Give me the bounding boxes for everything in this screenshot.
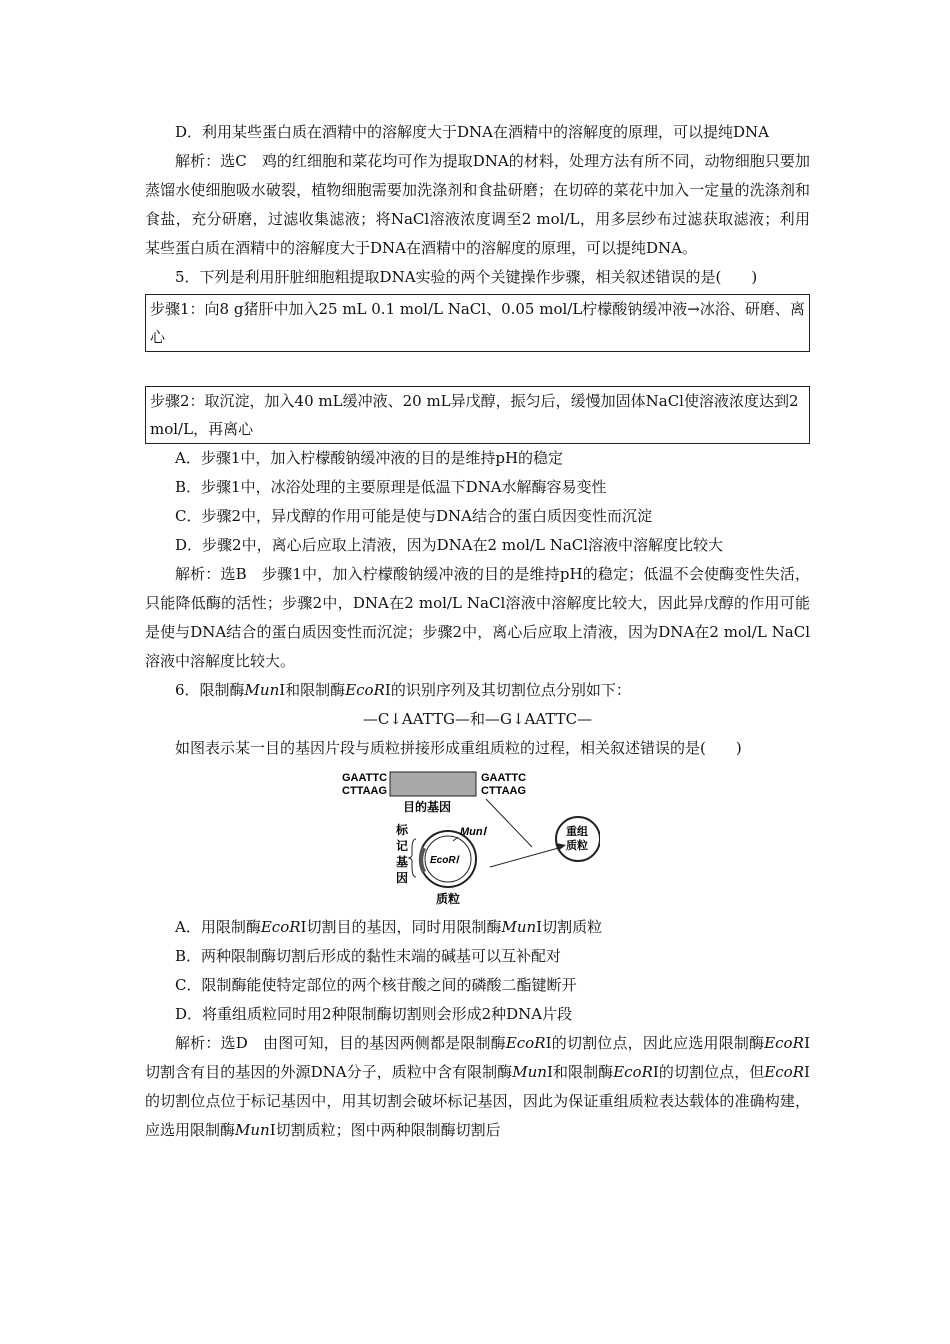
- q6-option-a: A．用限制酶EcoRⅠ切割目的基因，同时用限制酶MunⅠ切割质粒: [175, 918, 603, 936]
- q6-analysis: 解析：选D 由图可知，目的基因两侧都是限制酶EcoRⅠ的切割位点，因此应选用限制酶EcoRⅠ切割含有目的基因的外源DNA分子，质粒中含有限制酶MunⅠ和限制酶EcoRⅠ的切割位点，但EcoRⅠ的切割位点位于标记基因中，用其切割会破坏标记基因，因此为保证重组质粒表达载体的准确构建，应选用限制酶MunⅠ切割质粒；图中两种限制酶切割后: [145, 1034, 810, 1139]
- page-content: [145, 118, 810, 1145]
- diagram-svg: [340, 769, 600, 909]
- gene-label: 目的基因: [403, 800, 452, 814]
- q6-option-d: D．将重组质粒同时用2种限制酶切割则会形成2种DNA片段: [175, 1005, 573, 1023]
- q6-sites: —C↓AATTG—和—G↓AATTC—: [362, 710, 593, 728]
- gene-bar: [390, 772, 476, 796]
- seq-bottom-left: CTTAAG: [342, 785, 388, 797]
- recombinant-plasmid-diagram: [145, 769, 810, 909]
- q4-option-d: D．利用某些蛋白质在酒精中的溶解度大于DNA在酒精中的溶解度的原理，可以提纯DNA: [175, 123, 769, 141]
- marker-brace: [409, 839, 416, 877]
- q4-analysis: 解析：选C 鸡的红细胞和菜花均可作为提取DNA的材料，处理方法有所不同，动物细胞只要加蒸馏水使细胞吸水破裂，植物细胞需要加洗涤剂和食盐研磨；在切碎的菜花中加入一定量的洗涤剂和食盐，充分研磨，过滤收集滤液；将NaCl溶液浓度调至2 mol/L，用多层纱布过滤获取滤液；利用某些蛋白质在酒精中的溶解度大于DNA在酒精中的溶解度的原理，可以提纯DNA。: [145, 152, 810, 257]
- seq-top-left: GAATTC: [342, 772, 388, 784]
- q5-stem: 5．下列是利用肝脏细胞粗提取DNA实验的两个关键操作步骤，相关叙述错误的是( ): [175, 268, 758, 286]
- seq-bottom-right: CTTAAG: [481, 785, 527, 797]
- q5-step2-box: 步骤2：取沉淀，加入40 mL缓冲液、20 mL异戊醇，振匀后，缓慢加固体NaCl使溶液浓度达到2 mol/L，再离心: [145, 386, 810, 444]
- eco-label: EcoRⅠ: [430, 855, 459, 866]
- marker-label-2: 记: [396, 839, 409, 853]
- q5-option-d: D．步骤2中，离心后应取上清液，因为DNA在2 mol/L NaCl溶液中溶解度比较大: [175, 536, 724, 554]
- recombinant-outer: [556, 817, 600, 861]
- q5-step1-box: 步骤1：向8 g猪肝中加入25 mL 0.1 mol/L NaCl、0.05 mol/L柠檬酸钠缓冲液→冰浴、研磨、离心: [145, 294, 810, 352]
- plasmid-label: 质粒: [436, 892, 461, 906]
- marker-label-1: 标: [396, 823, 409, 837]
- mun-label: MunⅠ: [460, 826, 486, 838]
- q6-option-c: C．限制酶能使特定部位的两个核苷酸之间的磷酸二酯键断开: [175, 976, 577, 994]
- q5-option-b: B．步骤1中，冰浴处理的主要原理是低温下DNA水解酶容易变性: [175, 478, 607, 496]
- marker-label-3: 基: [396, 855, 409, 869]
- seq-top-right: GAATTC: [481, 772, 527, 784]
- arrow-plasmid: [490, 847, 562, 867]
- recombinant-label-1: 重组: [566, 826, 588, 838]
- q6-option-b: B．两种限制酶切割后形成的黏性末端的碱基可以互补配对: [175, 947, 562, 965]
- q5-analysis: 解析：选B 步骤1中，加入柠檬酸钠缓冲液的目的是维持pH的稳定；低温不会使酶变性失活，只能降低酶的活性；步骤2中，DNA在2 mol/L NaCl溶液中溶解度比较大，因此异戊醇的作用可能是使与DNA结合的蛋白质因变性而沉淀；步骤2中，离心后应取上清液，因为DNA在2 mol/L NaCl溶液中溶解度比较大。: [145, 565, 810, 670]
- q5-option-c: C．步骤2中，异戊醇的作用可能是使与DNA结合的蛋白质因变性而沉淀: [175, 507, 653, 525]
- q6-stem: 6．限制酶MunⅠ和限制酶EcoRⅠ的识别序列及其切割位点分别如下：: [175, 681, 631, 699]
- arrow-gene: [486, 799, 532, 847]
- marker-label-4: 因: [396, 871, 409, 885]
- q5-option-a: A．步骤1中，加入柠檬酸钠缓冲液的目的是维持pH的稳定: [175, 449, 564, 467]
- recombinant-label-2: 质粒: [566, 840, 588, 852]
- q6-stem2: 如图表示某一目的基因片段与质粒拼接形成重组质粒的过程，相关叙述错误的是( ): [175, 739, 742, 757]
